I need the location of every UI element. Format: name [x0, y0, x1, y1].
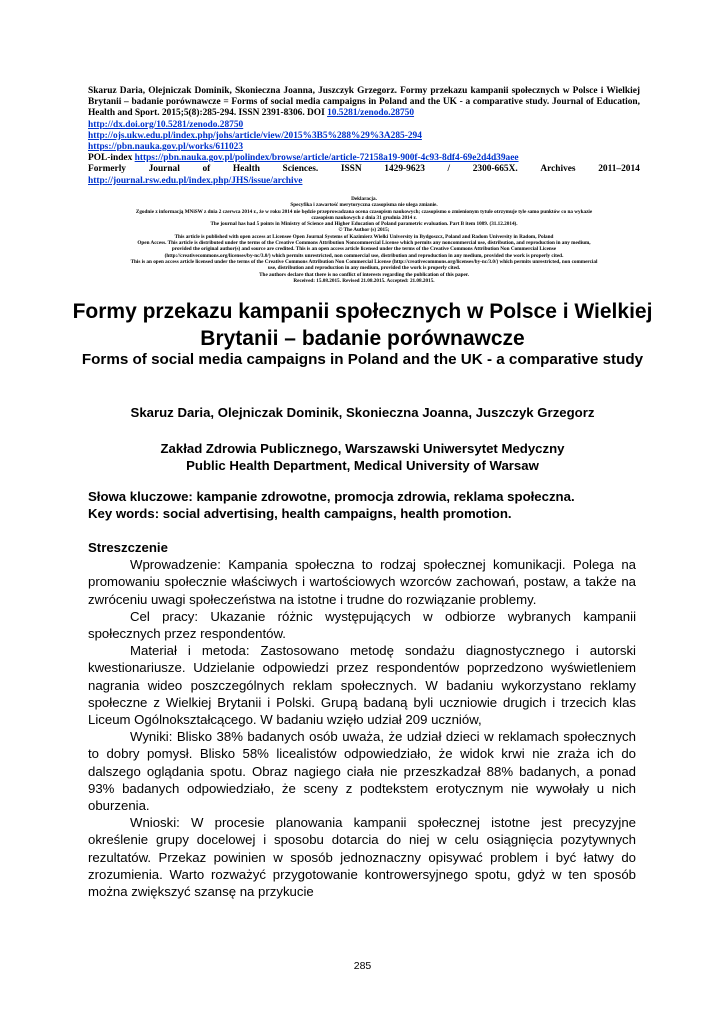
- title-polish: Formy przekazu kampanii społecznych w Polsce i Wielkiej Brytanii – badanie porównawcze: [72, 300, 653, 350]
- keywords-polish: Słowa kluczowe: kampanie zdrowotne, promocja zdrowia, reklama społeczna.: [88, 489, 575, 504]
- affiliation: [60, 440, 665, 474]
- abstract-methods: Materiał i metoda: Zastosowano metodę sondażu diagnostycznego i autorski kwestionariusze. Udzielanie odpowiedzi przez respondentów poprzedzono wyświetleniem nagrania wideo poszczególnych reklam społecznych. W badaniu wykorzystano reklamy społeczne z Wielkiej Brytanii i Polski. Grupą badaną byli uczniowie drugich i trzecich klas Liceum Ogólnokształcącego. W badaniu wzięło udział 209 uczniów,: [88, 643, 636, 728]
- keywords: [88, 488, 648, 522]
- citation-header: [88, 86, 640, 187]
- abstract-results: Wyniki: Blisko 38% badanych osób uważa, że udział dzieci w reklamach społecznych to dobry pomysł. Blisko 58% licealistów odpowiedziało, że widok krwi nie zraża ich do dalszego oglądania spotu. Obraz nagiego ciała nie przeszkadzał 88% badanych, a ponad 93% badanych odpowiedziało, że sceny z podtekstem erotycznym nie wywołały u nich oburzenia.: [88, 729, 636, 814]
- affiliation-polish: Zakład Zdrowia Publicznego, Warszawski Uniwersytet Medyczny: [160, 441, 565, 456]
- archive-link[interactable]: http://journal.rsw.edu.pl/index.php/JHS/issue/archive: [88, 175, 303, 186]
- abstract-introduction: Wprowadzenie: Kampania społeczna to rodzaj społecznej komunikacji. Polega na promowaniu społecznie właściwych i wartościowych wzorców zachowań, postaw, a także na zwróceniu uwagi społeczeństwa na istotne i trudne do rozwiązanie problemy.: [88, 557, 636, 607]
- page-number: 285: [353, 960, 372, 972]
- pbn-works-link[interactable]: https://pbn.nauka.gov.pl/works/611023: [88, 142, 244, 153]
- declaration-block: Deklaracja. Specyfika i zawartość merytoryczna czasopisma nie ulega zmianie. Zgodnie z informacją MNiSW z dnia 2 czerwca 2014 r., że w roku 2014 nie będzie przeprowadzana ocena czasopism naukowych; czasopismo o zmienionym tytule otrzymuje tyle samo punktów co na wykazie czasopism naukowych z dnia 31 grudnia 2014 r. The journal has had 5 points in Ministry of Science and Higher Education of Poland parametric evaluation. Part B item 1089. (31.12.2014). © The Author (s) 2015; This article is published with open access at Licensee Open Journal Systems of Kazimierz Wielki University in Bydgoszcz, Poland and Radom University in Radom, Poland Open Access. This article is distributed under the terms of the Creative Commons Attribution Noncommercial License which permits any noncommercial use, distribution, and reproduction in any medium, provided the original author(s) and source are credited. This is an open access article licensed under the terms of the Creative Commons Attribution Non Commercial License (http://creativecommons.org/licenses/by-nc/3.0/) which permits unrestricted, non commercial use, distribution and reproduction in any medium, provided the work is properly cited. This is an open access article licensed under the terms of the Creative Commons Attribution Non Commercial License (http://creativecommons.org/licenses/by-nc/3.0/) which permits unrestricted, non commercial use, distribution and reproduction in any medium, provided the work is properly cited. The authors declare that there is no conflict of interests regarding the publication of this paper. Received: 15.08.2015. Revised 21.08.2015. Accepted: 21.08.2015.: [130, 196, 598, 284]
- doi-url-link[interactable]: http://dx.doi.org/10.5281/zenodo.28750: [88, 119, 244, 130]
- affiliation-english: Public Health Department, Medical University of Warsaw: [186, 458, 539, 473]
- formerly-line: Formerly Journal of Health Sciences. ISSN 1429-9623 / 2300-665X. Archives 2011–2014: [88, 164, 640, 175]
- abstract-heading: Streszczenie: [88, 540, 168, 555]
- doi-link[interactable]: 10.5281/zenodo.28750: [327, 108, 415, 119]
- keywords-english: Key words: social advertising, health campaigns, health promotion.: [88, 506, 512, 521]
- polindex-link[interactable]: https://pbn.nauka.gov.pl/polindex/browse/article/article-72158a19-900f-4c93-8df4-69e2d4d39aee: [134, 153, 519, 164]
- abstract-aim: Cel pracy: Ukazanie różnic występujących w odbiorze wybranych kampanii społecznych przez respondentów.: [88, 608, 636, 642]
- ojs-article-link[interactable]: http://ojs.ukw.edu.pl/index.php/johs/article/view/2015%3B5%288%29%3A285-294: [88, 130, 422, 141]
- authors: Skaruz Daria, Olejniczak Dominik, Skonieczna Joanna, Juszczyk Grzegorz: [130, 405, 595, 420]
- abstract-conclusions: Wnioski: W procesie planowania kampanii społecznej istotne jest precyzyjne określenie grupy docelowej i sposobu dotarcia do niej w celu osiągnięcia pozytywnych rezultatów. Przekaz powinien w sposób jednoznaczny opisywać problem i być łatwy do zrozumienia. Warto rozważyć przygotowanie kontrowersyjnego spotu, gdyż w ten sposób można zwiększyć szansę na przykucie: [88, 815, 636, 900]
- polindex-label: POL-index: [88, 153, 133, 164]
- abstract: [88, 539, 636, 900]
- title-english: Forms of social media campaigns in Poland and the UK - a comparative study: [81, 351, 644, 368]
- citation-text: Skaruz Daria, Olejniczak Dominik, Skonieczna Joanna, Juszczyk Grzegorz. Formy przekazu kampanii społecznych w Polsce i Wielkiej Brytanii – badanie porównawcze = Forms of social media campaigns in Poland and the UK - a comparative study. Journal of Education, Health and Sport. 2015;5(8):285-294. ISSN 2391-8306. DOI 10.5281/zenodo.28750: [88, 86, 640, 119]
